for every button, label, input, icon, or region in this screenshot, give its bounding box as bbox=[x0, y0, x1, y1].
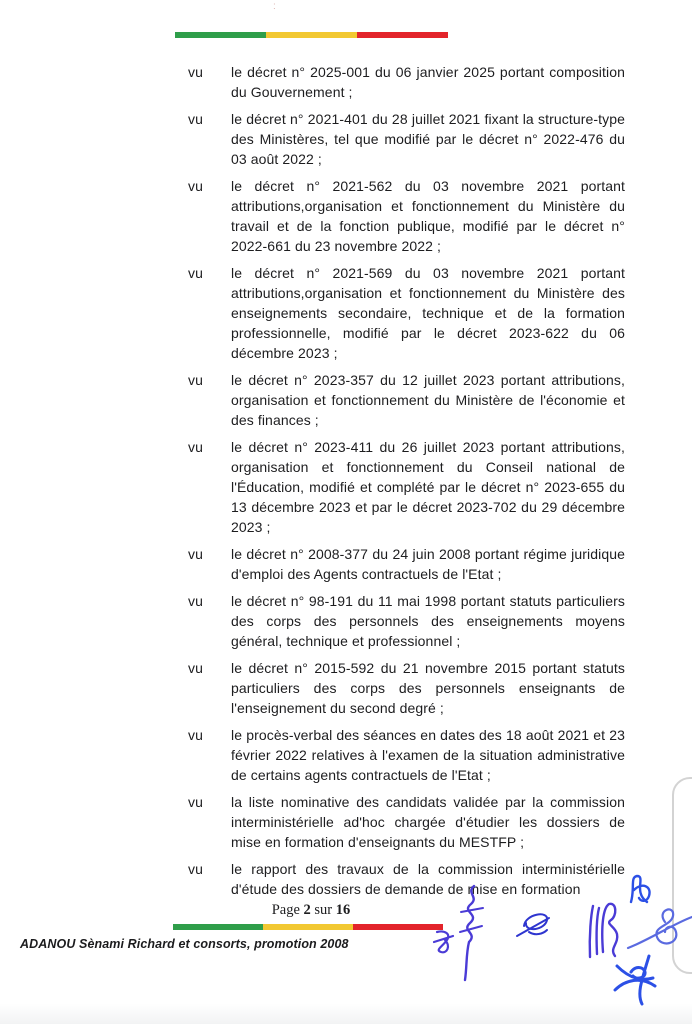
flag-red-segment bbox=[353, 924, 443, 930]
flag-divider-top bbox=[175, 32, 448, 38]
flag-green-segment bbox=[175, 32, 266, 38]
page-number bbox=[236, 902, 386, 919]
visa-item bbox=[188, 658, 625, 718]
visa-text: le décret n° 2023-357 du 12 juillet 2023 portant attributions, organisation et fonctionnement du Ministère de l'économie et des finances ; bbox=[231, 372, 625, 428]
visa-marker: vu bbox=[188, 265, 203, 281]
visa-item bbox=[188, 725, 625, 785]
visa-text: le procès-verbal des séances en dates des 18 août 2021 et 23 février 2022 relatives à l'examen de la situation administrative de certains agents contractuels de l'Etat ; bbox=[231, 727, 625, 783]
visa-text: le décret n° 98-191 du 11 mai 1998 portant statuts particuliers des corps des personnels des enseignements moyens général, technique et professionnel ; bbox=[231, 593, 625, 649]
visa-item bbox=[188, 370, 625, 430]
footer-reference: ADANOU Sènami Richard et consorts, promotion 2008 bbox=[20, 937, 349, 951]
visa-item bbox=[188, 437, 625, 537]
visa-marker: vu bbox=[188, 727, 203, 743]
visa-text: le décret n° 2021-562 du 03 novembre 2021 portant attributions,organisation et fonctionnement du Ministère du travail et de la fonction publique, modifié par le décret n° 2022-661 du 23 novembre 2022 ; bbox=[231, 178, 625, 254]
visa-text: le décret n° 2021-569 du 03 novembre 2021 portant attributions,organisation et fonctionnement du Ministère des enseignements secondaire, technique et de la formation professionnelle, modifié par le décret 2023-622 du 06 décembre 2023 ; bbox=[231, 265, 625, 361]
flag-red-segment bbox=[357, 32, 448, 38]
visa-text: le décret n° 2015-592 du 21 novembre 2015 portant statuts particuliers des corps des personnels enseignants de l'enseignement du second degré ; bbox=[231, 660, 625, 716]
signature-ink bbox=[434, 931, 453, 952]
flag-green-segment bbox=[173, 924, 263, 930]
visa-marker: vu bbox=[188, 64, 203, 80]
flag-yellow-segment bbox=[263, 924, 353, 930]
visa-list bbox=[188, 62, 625, 906]
page-total: 16 bbox=[335, 902, 351, 918]
signature-ink bbox=[631, 876, 650, 902]
visa-marker: vu bbox=[188, 439, 203, 455]
visa-item bbox=[188, 792, 625, 852]
visa-item bbox=[188, 544, 625, 584]
visa-text: la liste nominative des candidats validée par la commission interministérielle ad'hoc chargée d'étudier les dossiers de mise en formation d'enseignants du MESTFP ; bbox=[231, 794, 625, 850]
flag-yellow-segment bbox=[266, 32, 357, 38]
visa-marker: vu bbox=[188, 861, 203, 877]
visa-text: le décret n° 2021-401 du 28 juillet 2021 fixant la structure-type des Ministères, tel que modifié par le décret n° 2022-476 du 03 août 2022 ; bbox=[231, 111, 625, 167]
visa-item bbox=[188, 109, 625, 169]
flag-divider-footer bbox=[173, 924, 443, 930]
page-word: Page bbox=[271, 902, 300, 918]
page-corner-card bbox=[672, 777, 692, 974]
visa-marker: vu bbox=[188, 178, 203, 194]
signature-ink bbox=[517, 914, 549, 936]
visa-marker: vu bbox=[188, 111, 203, 127]
visa-text: le décret n° 2008-377 du 24 juin 2008 portant régime juridique d'emploi des Agents contractuels de l'Etat ; bbox=[231, 546, 625, 582]
visa-text: le décret n° 2023-411 du 26 juillet 2023 portant attributions, organisation et fonctionnement du Conseil national de l'Éducation, modifié et complété par le décret n° 2023-655 du 13 décembre 2023 et par le décret 2023-702 du 29 décembre 2023 ; bbox=[231, 439, 625, 535]
visa-text: le décret n° 2025-001 du 06 janvier 2025 portant composition du Gouvernement ; bbox=[231, 64, 625, 100]
signature-ink bbox=[590, 904, 618, 957]
visa-item bbox=[188, 62, 625, 102]
visa-item bbox=[188, 591, 625, 651]
scan-artifact: : bbox=[273, 1, 276, 12]
signature-ink bbox=[615, 956, 655, 1004]
visa-text: le rapport des travaux de la commission interministérielle d'étude des dossiers de demande de mise en formation bbox=[231, 861, 625, 897]
signature-ink bbox=[460, 908, 483, 932]
separator-word: sur bbox=[314, 902, 333, 918]
visa-marker: vu bbox=[188, 372, 203, 388]
visa-item bbox=[188, 859, 625, 899]
visa-item bbox=[188, 263, 625, 363]
visa-marker: vu bbox=[188, 593, 203, 609]
visa-item bbox=[188, 176, 625, 256]
visa-marker: vu bbox=[188, 546, 203, 562]
visa-marker: vu bbox=[188, 794, 203, 810]
page-current: 2 bbox=[303, 902, 311, 918]
visa-marker: vu bbox=[188, 660, 203, 676]
